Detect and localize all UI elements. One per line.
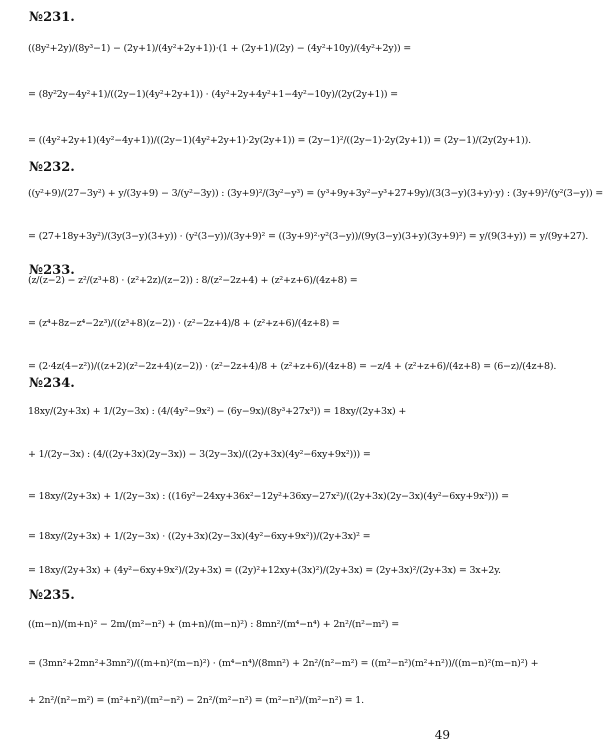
problem-231-line-1: ((8y²+2y)/(8y³−1) − (2y+1)/(4y²+2y+1))·(1 + (2y+1)/(2y) − (4y²+10y)/(4y²+2y)) = — [28, 43, 412, 54]
problem-232-title: №232. — [29, 160, 75, 175]
problem-233-line-1: (z/(z−2) − z²/(z³+8) · (z²+2z)/(z−2)) : 8/(z²−2z+4) + (z²+z+6)/(4z+8) = — [28, 275, 358, 286]
problem-234-line-2: + 1/(2y−3x) : (4/((2y+3x)(2y−3x)) − 3(2y−3x)/((2y+3x)(4y²−6xy+9x²))) = — [28, 449, 371, 460]
problem-234-line-5: = 18xy/(2y+3x) + (4y²−6xy+9x²)/(2y+3x) = ((2y)²+12xy+(3x)²)/(2y+3x) = (2y+3x)²/(2y+3x) = 3x+2y. — [28, 565, 501, 576]
page-number: 49 — [434, 728, 450, 742]
problem-233-line-3: = (2·4z(4−z²))/((z+2)(z²−2z+4)(z−2)) · (z²−2z+4)/8 + (z²+z+6)/(4z+8) = −z/4 + (z²+z+6)/(4z+8) = (6−z)/(4z+8). — [28, 361, 557, 372]
problem-232-line-2: = (27+18y+3y²)/(3y(3−y)(3+y)) · (y²(3−y))/(3y+9)² = ((3y+9)²·y²(3−y))/(9y(3−y)(3+y)(3y+9)²) = y/(9(3+y)) = y/(9y+27). — [28, 231, 589, 242]
problem-234-line-4: = 18xy/(2y+3x) + 1/(2y−3x) · ((2y+3x)(2y−3x)(4y²−6xy+9x²))/(2y+3x)² = — [28, 531, 371, 542]
problem-235-title: №235. — [29, 588, 75, 603]
problem-231-line-3: = ((4y²+2y+1)(4y²−4y+1))/((2y−1)(4y²+2y+1)·2y(2y+1)) = (2y−1)²/((2y−1)·2y(2y+1)) = (2y−1)/(2y(2y+1)). — [28, 135, 531, 146]
problem-231-line-2: = (8y²2y−4y²+1)/((2y−1)(4y²+2y+1)) · (4y²+2y+4y²+1−4y²−10y)/(2y(2y+1)) = — [28, 89, 398, 100]
problem-235-line-2: = (3mn²+2mn²+3mn²)/((m+n)²(m−n)²) · (m⁴−n⁴)/(8mn²) + 2n²/(n²−m²) = ((m²−n²)(m²+n²))/((m−n)²(m−n)²) + — [28, 658, 539, 669]
problem-234-line-1: 18xy/(2y+3x) + 1/(2y−3x) : (4/(4y²−9x²) − (6y−9x)/(8y³+27x³)) = 18xy/(2y+3x) + — [28, 406, 407, 417]
problem-235-line-1: ((m−n)/(m+n)² − 2m/(m²−n²) + (m+n)/(m−n)²) : 8mn²/(m⁴−n⁴) + 2n²/(n²−m²) = — [28, 619, 399, 630]
problem-235-line-3: + 2n²/(n²−m²) = (m²+n²)/(m²−n²) − 2n²/(m²−n²) = (m²−n²)/(m²−n²) = 1. — [28, 695, 364, 706]
problem-233-title: №233. — [29, 263, 75, 278]
problem-234-title: №234. — [29, 376, 75, 391]
problem-234-line-3: = 18xy/(2y+3x) + 1/(2y−3x) : ((16y²−24xy+36x²−12y²+36xy−27x²)/((2y+3x)(2y−3x)(4y²−6xy+9x²))) = — [28, 491, 509, 502]
problem-232-line-1: ((y²+9)/(27−3y²) + y/(3y+9) − 3/(y²−3y)) : (3y+9)²/(3y²−y³) = (y³+9y+3y²−y³+27+9y)/(3(3−y)(3+y)·y) : (3y+9)²/(y²(3−y)) = — [28, 188, 603, 199]
problem-231-title: №231. — [29, 10, 75, 25]
problem-233-line-2: = (z⁴+8z−z⁴−2z³)/((z³+8)(z−2)) · (z²−2z+4)/8 + (z²+z+6)/(4z+8) = — [28, 318, 340, 329]
